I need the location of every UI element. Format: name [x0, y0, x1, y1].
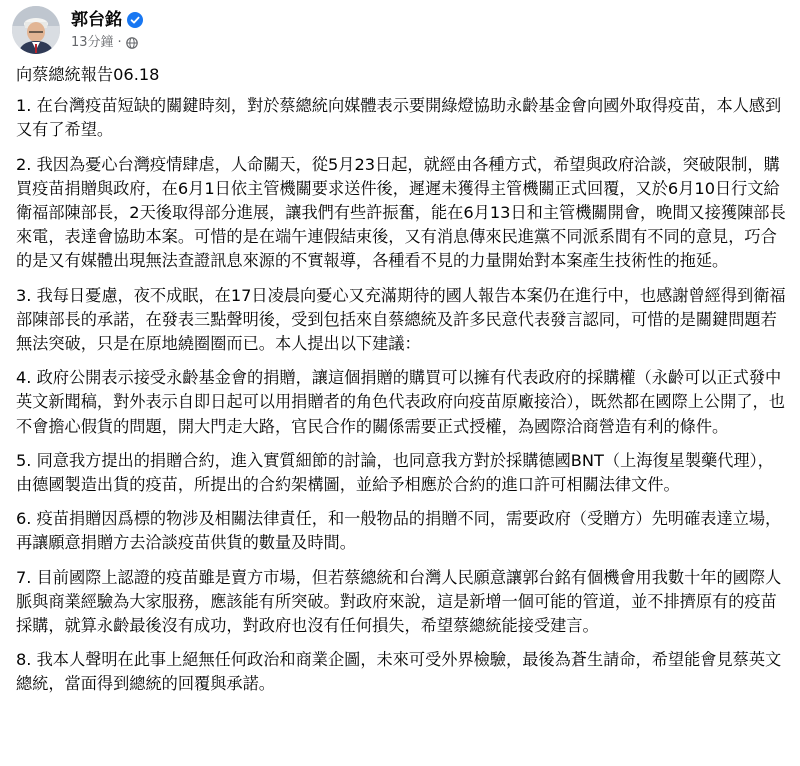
post-paragraph: 2. 我因為憂心台灣疫情肆虐，人命關天，從5月23日起，就經由各種方式，希望與政府洽談，突破限制，購買疫苗捐贈與政府，在6月1日依主管機關要求送件後，遲遲未獲得主管機關正式回覆，又於6月10日行文給衛福部陳部長，2天後取得部分進展，讓我們有些許振奮，能在6月13日和主管機關開會，晚間又接獲陳部長來電，表達會協助本案。可惜的是在端午連假結束後，又有消息傳來民進黨不同派系間有不同的意見，巧合的是又有媒體出現無法查證訊息來源的不實報導，各種看不見的力量開始對本案產生技術性的拖延。 — [16, 154, 786, 271]
post-paragraph: 5. 同意我方提出的捐贈合約，進入實質細節的討論，也同意我方對於採購德國BNT（上海復星製藥代理），由德國製造出貨的疫苗，所提出的合約架構圖，並給予相應於合約的進口許可相關法律文件。 — [16, 450, 774, 495]
avatar-photo — [12, 6, 60, 54]
post-timestamp[interactable]: 13分鐘 — [71, 35, 114, 50]
post-paragraph: 6. 疫苗捐贈因爲標的物涉及相關法律責任，和一般物品的捐贈不同，需要政府（受贈方）先明確表達立場，再讓願意捐贈方去洽談疫苗供貨的數量及時間。 — [16, 509, 782, 553]
post-paragraph: 1. 在台灣疫苗短缺的關鍵時刻，對於蔡總統向媒體表示要開綠燈協助永齡基金會向國外取得疫苗，本人感到又有了希望。 — [16, 96, 782, 140]
globe-icon[interactable] — [126, 37, 138, 49]
post-body — [16, 63, 788, 707]
post-paragraph: 3. 我每日憂慮，夜不成眠，在17日凌晨向憂心又充滿期待的國人報告本案仍在進行中，也感謝曾經得到衛福部陳部長的承諾，在發表三點聲明後，受到包括來自蔡總統及許多民意代表發言認同，可惜的是關鍵問題若無法突破，只是在原地繞圈圈而已。本人提出以下建議： — [16, 285, 786, 354]
post-paragraph: 8. 我本人聲明在此事上絕無任何政治和商業企圖，未來可受外界檢驗，最後為蒼生請命，希望能會見蔡英文總統，當面得到總統的回覆與承諾。 — [16, 650, 782, 694]
meta-separator: · — [117, 35, 122, 50]
avatar[interactable] — [12, 6, 60, 54]
post-header — [12, 6, 788, 56]
author-name[interactable]: 郭台銘 — [71, 10, 122, 30]
post-paragraph: 7. 目前國際上認證的疫苗雖是賣方市場，但若蔡總統和台灣人民願意讓郭台銘有個機會用我數十年的國際人脈與商業經驗為大家服務，應該能有所突破。對政府來說，這是新增一個可能的管道，並不排擠原有的疫苗採購，就算永齡最後沒有成功，對政府也沒有任何損失，希望蔡總統能接受建言。 — [16, 567, 782, 636]
post-meta — [71, 35, 138, 51]
post-paragraph: 4. 政府公開表示接受永齡基金會的捐贈，讓這個捐贈的購買可以擁有代表政府的採購權（永齡可以正式發中英文新聞稿，對外表示自即日起可以用捐贈者的角色代表政府向疫苗原廠接洽），既然都在國際上公開了，也不會擔心假貨的問題，開大門走大路，官民合作的關係需要正式授權，為國際洽商營造有利的條件。 — [16, 368, 785, 436]
author-row — [71, 10, 143, 30]
verified-badge-icon — [127, 12, 143, 28]
post-title: 向蔡總統報告06.18 — [16, 65, 160, 84]
